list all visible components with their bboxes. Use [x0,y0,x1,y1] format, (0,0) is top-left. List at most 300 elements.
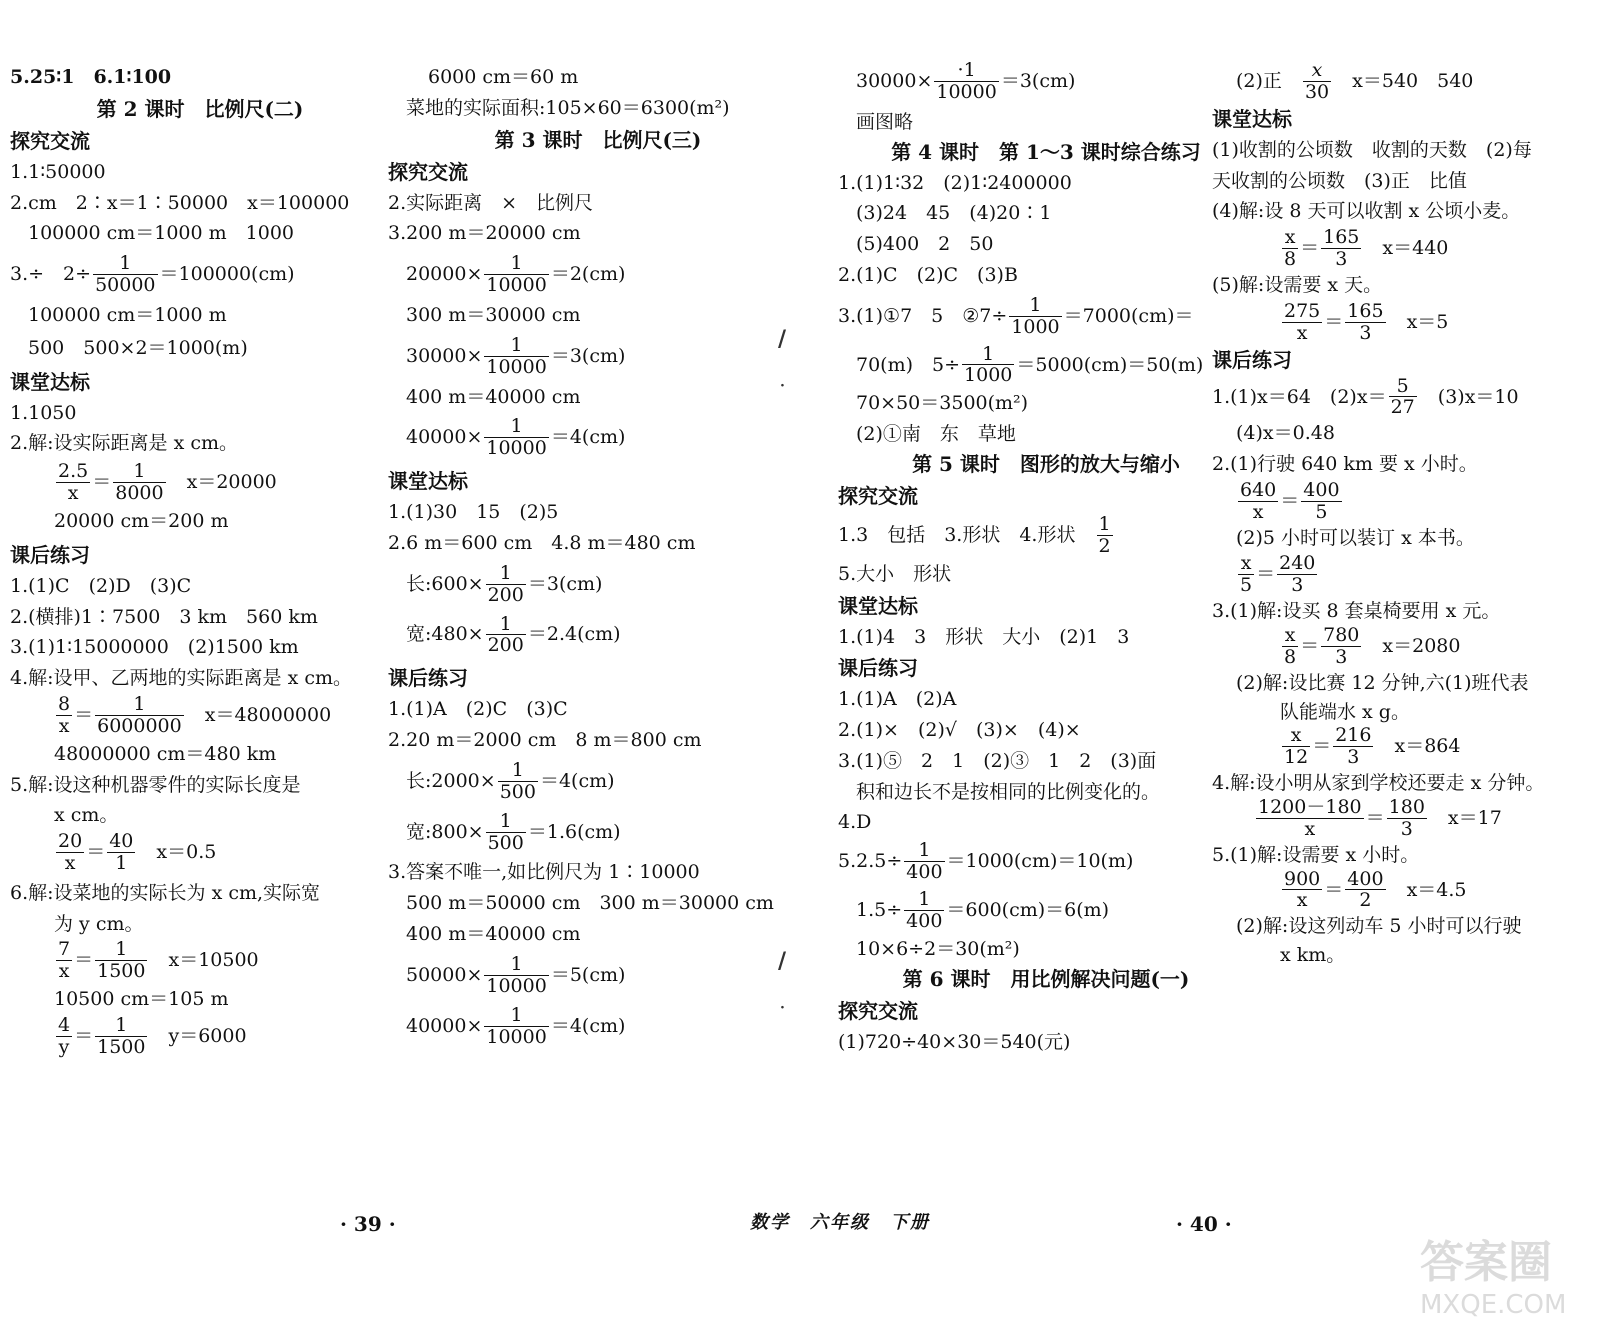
fraction-denominator: 27 [1390,396,1415,419]
fraction-numerator: 165 [1347,299,1384,322]
fraction-denominator: 10000 [486,437,547,460]
proportion-equation: $\frac{275}{x}$ ＝ $\frac{165}{3}$ x＝5 [1284,299,1449,344]
fraction-denominator: x [58,960,70,983]
watermark-text: 答案圈 [1420,1237,1552,1288]
formula-line [1212,376,1586,419]
answer-line: 3.答案不唯一,如比例尺为 1∶10000 [388,861,700,884]
fraction-numerator: 1 [113,461,165,483]
fraction [1321,625,1361,668]
answer-line: 100000 cm＝1000 m 1000 [28,222,294,245]
fraction-numerator: 1 [486,811,526,833]
fraction [113,461,165,504]
answer-column-4 [1212,59,1586,967]
fraction-denominator: 10000 [486,355,547,378]
answer-line: 500 m＝50000 cm 300 m＝30000 cm [406,892,774,915]
fraction-numerator: 1 [498,760,538,782]
formula-line [388,954,808,997]
fraction-denominator: x [58,714,70,737]
fraction-numerator: 1 [484,335,548,357]
fraction-denominator: 6000000 [97,714,182,737]
formula-line [1236,60,1586,103]
formula-line [10,253,390,296]
fraction-denominator: x [1304,817,1316,840]
proportion-equation: $\frac{20}{x}$ ＝ $\frac{40}{1}$ x＝0.5 [58,830,217,874]
answer-line: 6.解:设菜地的实际长为 x cm,实际宽 [10,881,321,904]
fraction-numerator: 1 [1009,295,1061,317]
fraction [484,954,548,997]
watermark-logo [1420,1226,1580,1326]
fraction-denominator: 2 [1359,889,1372,912]
fraction-numerator: 1 [484,1005,548,1027]
answer-line: 400 m＝40000 cm [406,385,581,408]
answer-line: (2)解:设比赛 12 分钟,六(1)班代表 [1236,671,1529,694]
answer-line: 积和边长不是按相同的比例变化的。 [856,780,1161,803]
fraction-numerator: 165 [1323,226,1360,249]
lesson-title: 第 2 课时 比例尺(二) [96,96,304,121]
formula-text: (2)正 [1236,69,1282,92]
fraction-denominator: 3 [1400,817,1413,840]
formula-text: ＝2.4(cm) [527,623,621,646]
answer-line: 2.(横排)1∶7500 3 km 560 km [10,605,318,628]
answer-line: 3.(1)⑤ 2 1 (2)③ 1 2 (3)面 [838,749,1157,772]
answer-line: 队能端水 x g。 [1280,700,1410,723]
answer-column-2 [388,60,808,1047]
formula-text: x＝864 [1394,735,1461,758]
fraction-denominator: x [1296,321,1308,344]
fraction [1282,227,1298,270]
proportion-equation: $\frac{x}{8}$ ＝ $\frac{165}{3}$ x＝440 [1284,226,1449,271]
formula-text: 30000× [856,69,933,92]
formula-text: ＝1000(cm)＝10(m) [946,850,1134,873]
scan-mark: · [780,1000,785,1016]
formula-text: 1.5÷ [856,899,903,922]
formula-text: ＝100000(cm) [159,263,295,286]
answer-line: (1)收割的公顷数 收割的天数 (2)每 [1212,138,1532,161]
section-heading: 课堂达标 [10,369,90,394]
fraction-denominator: 1000 [964,364,1013,387]
fraction-numerator: 1 [484,416,548,438]
fraction-denominator: 200 [487,634,524,657]
formula-text: ＝2(cm) [550,263,626,286]
fraction [56,939,72,982]
proportion-equation: $\frac{x}{8}$ ＝ $\frac{780}{3}$ x＝2080 [1284,624,1461,668]
proportion-equation: $\frac{x}{12}$ ＝ $\frac{216}{3}$ x＝864 [1284,724,1461,769]
formula-line [856,889,1236,932]
fraction [95,1015,147,1058]
answer-line: 5.25∶1 6.1∶100 [10,66,172,88]
scan-mark: · [780,378,785,394]
fraction-numerator: x [1282,725,1310,747]
fraction [962,344,1014,387]
fraction-numerator: 1 [484,954,548,976]
fraction [1238,553,1254,596]
formula-text: ＝4(cm) [550,1014,626,1037]
formula-text: x＝20000 [186,471,277,494]
answer-line: 300 m＝30000 cm [406,303,581,326]
formula-text: x＝48000000 [204,703,332,726]
fraction [56,694,72,737]
fraction [1277,553,1317,596]
fraction-denominator: 5 [1240,574,1253,597]
fraction-numerator: 1 [1098,512,1111,535]
fraction-numerator: 1 [95,1015,147,1037]
page-number-left: · 39 · [340,1212,396,1236]
formula-text: 5.2.5÷ [838,850,903,873]
answer-line: 20000 cm＝200 m [54,509,229,532]
fraction-numerator: 1 [95,939,147,961]
formula-text: ＝3(cm) [550,344,626,367]
fraction [1321,227,1361,270]
formula-line [838,514,1236,557]
answer-line: x km。 [1280,944,1346,967]
answer-line: 10×6÷2＝30(m²) [856,937,1020,960]
fraction-numerator: 1 [484,253,548,275]
fraction [484,416,548,459]
fraction-denominator: x [64,851,76,874]
fraction-numerator: 780 [1323,624,1360,647]
answer-column-3 [838,59,1236,1053]
answer-line: 画图略 [856,110,914,133]
answer-line: 4.解:设小明从家到学校还要走 x 分钟。 [1212,772,1545,795]
section-heading: 课后练习 [838,656,918,681]
fraction [934,60,998,103]
formula-line [388,253,808,296]
answer-line: 1.(1)A (2)C (3)C [388,698,568,721]
formula-line [388,811,808,854]
formula-text: 70(m) 5÷ [856,353,961,376]
formula-line [388,335,808,378]
fraction-numerator: 240 [1279,552,1316,575]
formula-text: 30000× [406,344,483,367]
answer-line: 70×50＝3500(m²) [856,392,1029,415]
fraction-denominator: 10000 [486,1025,547,1048]
fraction [904,889,944,932]
formula-text: ＝3(cm) [527,572,603,595]
fraction-numerator: x [1282,625,1298,647]
fraction-numerator: 8 [58,692,71,715]
formula-text: 3.(1)①7 5 ②7÷ [838,304,1008,327]
fraction [498,760,538,803]
section-heading: 探究交流 [838,998,918,1023]
formula-text: ＝5(cm) [550,963,626,986]
formula-text: 20000× [406,263,483,286]
formula-line [838,840,1236,883]
fraction-denominator: 10000 [486,974,547,997]
formula-text: ＝600(cm)＝6(m) [946,899,1110,922]
proportion-equation: $\frac{x}{5}$ ＝ $\frac{240}{3}$ [1240,552,1316,597]
fraction-numerator: 1 [904,840,944,862]
section-heading: 课后练习 [388,666,468,691]
answer-line: 100000 cm＝1000 m [28,303,227,326]
fraction [1303,60,1331,103]
formula-text: ＝4(cm) [539,769,615,792]
fraction-numerator: 2.5 [58,460,89,483]
fraction [486,811,526,854]
formula-text: x＝5 [1406,310,1449,333]
fraction [1009,295,1061,338]
formula-text: 1.(1)x＝64 (2)x＝ [1212,385,1387,408]
fraction-numerator: x [1238,553,1254,575]
fraction-denominator: x [67,482,79,505]
answer-line: 6000 cm＝60 m [428,66,579,88]
fraction [93,253,157,296]
formula-text: 40000× [406,1014,483,1037]
fraction-numerator: 1 [95,694,184,716]
scan-mark: / [778,948,787,974]
answer-line: 1.(1)1∶32 (2)1∶2400000 [838,171,1072,194]
formula-text: y＝6000 [168,1025,247,1048]
fraction-denominator: x [1252,500,1264,523]
fraction-denominator: x [1296,889,1308,912]
formula-text: x＝0.5 [156,841,217,864]
answer-line: (5)解:设需要 x 天。 [1212,273,1383,296]
fraction [1282,869,1322,912]
answer-line: 10500 cm＝105 m [54,988,229,1011]
section-heading: 课后练习 [1212,347,1292,372]
answer-line: 500 500×2＝1000(m) [28,336,248,359]
fraction [904,840,944,883]
fraction-numerator: x [1303,60,1331,82]
fraction-numerator: 216 [1335,724,1372,747]
proportion-equation: $\frac{7}{x}$ ＝ $\frac{1}{1500}$ x＝10500 [58,938,259,983]
answer-line: 为 y cm。 [54,912,144,935]
fraction-numerator: 1 [904,889,944,911]
formula-text: x＝17 [1447,807,1502,829]
section-heading: 探究交流 [10,128,90,153]
formula-line [856,60,1236,103]
watermark-url: MXQE.COM [1420,1290,1567,1320]
fraction-numerator: 400 [1303,478,1340,501]
fraction [56,831,84,874]
answer-line: (1)720÷40×30＝540(元) [838,1030,1071,1053]
formula-line [838,295,1236,338]
fraction [1345,869,1385,912]
proportion-equation: $\frac{1200-180}{x}$ ＝ $\frac{180}{3}$ x＝17 [1258,796,1502,840]
answer-line: 1.1∶50000 [10,160,106,183]
fraction-numerator: 5 [1389,376,1417,398]
fraction-numerator: 1 [93,253,157,275]
fraction-denominator: 3 [1335,248,1348,271]
fraction-denominator: 3 [1291,574,1304,597]
lesson-title: 第 5 课时 图形的放大与缩小 [912,451,1180,476]
answer-line: 3.200 m＝20000 cm [388,222,581,245]
fraction-denominator: 3 [1335,645,1348,668]
fraction-numerator: 640 [1240,478,1277,501]
fraction [1389,376,1417,419]
answer-line: 3.(1)解:设买 8 套桌椅要用 x 元。 [1212,600,1501,623]
answer-line: 2.cm 2∶x＝1∶50000 x＝100000 [10,191,350,214]
formula-line [388,760,808,803]
fraction-denominator: 12 [1284,746,1309,769]
fraction [1097,514,1113,557]
formula-text: 宽:800× [406,820,484,843]
answer-line: 2.解:设实际距离是 x cm。 [10,432,238,455]
formula-text: ＝1.6(cm) [527,820,621,843]
answer-line: (4)x＝0.48 [1236,422,1335,445]
answer-line: 5.解:设这种机器零件的实际长度是 [10,773,301,796]
formula-line [388,1005,808,1048]
formula-text: 长:2000× [406,769,496,792]
fraction [1282,301,1322,344]
fraction-denominator: 500 [487,831,524,854]
fraction [1256,797,1364,840]
answer-line: 2.(1)行驶 640 km 要 x 小时。 [1212,453,1478,476]
scan-mark: / [778,326,787,352]
fraction-numerator: 400 [1347,867,1384,890]
fraction-denominator: 30 [1304,80,1330,103]
fraction [1333,725,1373,768]
fraction-denominator: y [58,1035,70,1058]
fraction [484,253,548,296]
fraction-denominator: 8000 [115,482,164,505]
formula-text: x＝440 [1382,237,1449,260]
fraction-numerator: 7 [58,938,71,961]
fraction-denominator: 5 [1315,500,1328,523]
answer-line: (2)解:设这列动车 5 小时可以行驶 [1236,915,1522,938]
footer-subject: 数学 六年级 下册 [750,1212,930,1233]
answer-line: 3.(1)1∶15000000 (2)1500 km [10,636,299,659]
answer-line: 菜地的实际面积:105×60＝6300(m²) [406,96,730,119]
fraction-numerator: 900 [1284,867,1321,890]
answer-column-1 [10,60,390,1058]
formula-text: x＝540 540 [1352,69,1474,92]
proportion-equation: $\frac{2.5}{x}$ ＝ $\frac{1}{8000}$ x＝20000 [58,460,277,505]
formula-text: 1.3 包括 3.形状 4.形状 [838,523,1076,546]
formula-text: 3.÷ 2÷ [10,263,92,286]
lesson-title: 第 6 课时 用比例解决问题(一) [902,966,1190,991]
proportion-equation: $\frac{4}{y}$ ＝ $\frac{1}{1500}$ y＝6000 [58,1014,247,1058]
formula-text: ＝3(cm) [1000,69,1076,92]
section-heading: 课堂达标 [838,593,918,618]
fraction-numerator: 4 [58,1014,71,1037]
formula-text: x＝2080 [1382,635,1461,658]
fraction-denominator: 1500 [97,960,146,983]
fraction [56,1015,72,1058]
formula-line [388,563,808,606]
fraction-numerator: 20 [58,830,83,853]
fraction [484,335,548,378]
answer-line: 2.6 m＝600 cm 4.8 m＝480 cm [388,531,696,554]
fraction [95,939,147,982]
answer-line: 2.20 m＝2000 cm 8 m＝800 cm [388,729,702,752]
formula-text: ＝4(cm) [550,426,626,449]
fraction-denominator: 200 [487,583,524,606]
lesson-title: 第 4 课时 第 1～3 课时综合练习 [891,139,1201,164]
fraction-numerator: 1200－180 [1258,796,1362,819]
fraction-denominator: 3 [1359,321,1372,344]
fraction-denominator: 2 [1098,534,1111,557]
formula-text: 长:600× [406,572,484,595]
fraction [484,1005,548,1048]
page-number-right: · 40 · [1176,1212,1232,1236]
lesson-title: 第 3 课时 比例尺(三) [494,127,702,152]
formula-text: 宽:480× [406,623,484,646]
section-heading: 课后练习 [10,542,90,567]
fraction-denominator: 400 [906,909,943,932]
fraction-numerator: 1 [486,563,526,585]
fraction [1345,301,1385,344]
answer-line: 1.(1)30 15 (2)5 [388,501,559,524]
answer-line: 2.实际距离 × 比例尺 [388,191,594,214]
formula-text: (3)x＝10 [1437,385,1519,408]
fraction-numerator: x [1282,227,1298,249]
answer-line: (2)①南 东 草地 [856,423,1016,446]
section-heading: 课堂达标 [388,469,468,494]
fraction [1238,480,1278,523]
formula-text: x＝10500 [168,949,259,972]
fraction [107,831,135,874]
fraction-numerator: 275 [1284,299,1321,322]
fraction-denominator: 1500 [97,1035,146,1058]
fraction [95,694,184,737]
fraction-denominator: 1000 [1011,315,1060,338]
proportion-equation: $\frac{640}{x}$ ＝ $\frac{400}{5}$ [1240,478,1340,523]
fraction [1282,625,1298,668]
fraction-numerator: 1 [962,344,1014,366]
fraction-denominator: 400 [906,861,943,884]
formula-line [388,614,808,657]
answer-line: 400 m＝40000 cm [406,923,581,946]
fraction-denominator: 8 [1284,645,1297,668]
formula-text: 40000× [406,426,483,449]
fraction-denominator: 8 [1284,248,1297,271]
formula-line [388,416,808,459]
answer-line: 1.(1)4 3 形状 大小 (2)1 3 [838,625,1130,648]
section-heading: 探究交流 [838,483,918,508]
fraction-denominator: 10000 [486,274,547,297]
answer-line: 4.D [838,811,872,834]
answer-line: 1.(1)A (2)A [838,688,957,711]
proportion-equation: $\frac{900}{x}$ ＝ $\frac{400}{2}$ x＝4.5 [1284,867,1467,912]
fraction [486,563,526,606]
fraction [56,461,90,504]
answer-line: 2.(1)C (2)C (3)B [838,263,1018,286]
answer-line: (5)400 2 50 [856,233,994,256]
fraction-numerator: ·1 [934,60,998,82]
fraction-denominator: 50000 [95,274,156,297]
fraction-denominator: 10000 [936,80,997,103]
section-heading: 探究交流 [388,159,468,184]
fraction [1387,797,1427,840]
formula-line [856,344,1236,387]
answer-line: 1.(1)C (2)D (3)C [10,574,192,597]
fraction-numerator: 180 [1388,796,1425,819]
answer-line: 48000000 cm＝480 km [54,742,277,765]
fraction-denominator: 1 [115,851,128,874]
fraction-numerator: 1 [486,614,526,636]
answer-line: (4)解:设 8 天可以收割 x 公顷小麦。 [1212,200,1521,223]
answer-line: 1.1050 [10,401,77,424]
answer-line: 5.大小 形状 [838,562,952,585]
answer-line: 天收割的公顷数 (3)正 比值 [1212,169,1467,192]
proportion-equation: $\frac{8}{x}$ ＝ $\frac{1}{6000000}$ x＝48000000 [58,692,332,737]
answer-line: (2)5 小时可以装订 x 本书。 [1236,526,1475,549]
answer-line: x cm。 [54,804,119,827]
fraction [486,614,526,657]
answer-line: 4.解:设甲、乙两地的实际距离是 x cm。 [10,667,352,690]
formula-text: ＝7000(cm)＝ [1063,304,1194,327]
answer-line: (3)24 45 (4)20∶1 [856,202,1052,225]
fraction-numerator: 40 [109,830,134,853]
answer-line: 5.(1)解:设需要 x 小时。 [1212,843,1420,866]
fraction-denominator: 500 [499,780,536,803]
fraction [1301,480,1341,523]
section-heading: 课堂达标 [1212,106,1292,131]
formula-text: ＝5000(cm)＝50(m) [1016,353,1204,376]
formula-text: x＝4.5 [1406,878,1467,901]
fraction [1282,725,1310,768]
formula-text: 50000× [406,963,483,986]
